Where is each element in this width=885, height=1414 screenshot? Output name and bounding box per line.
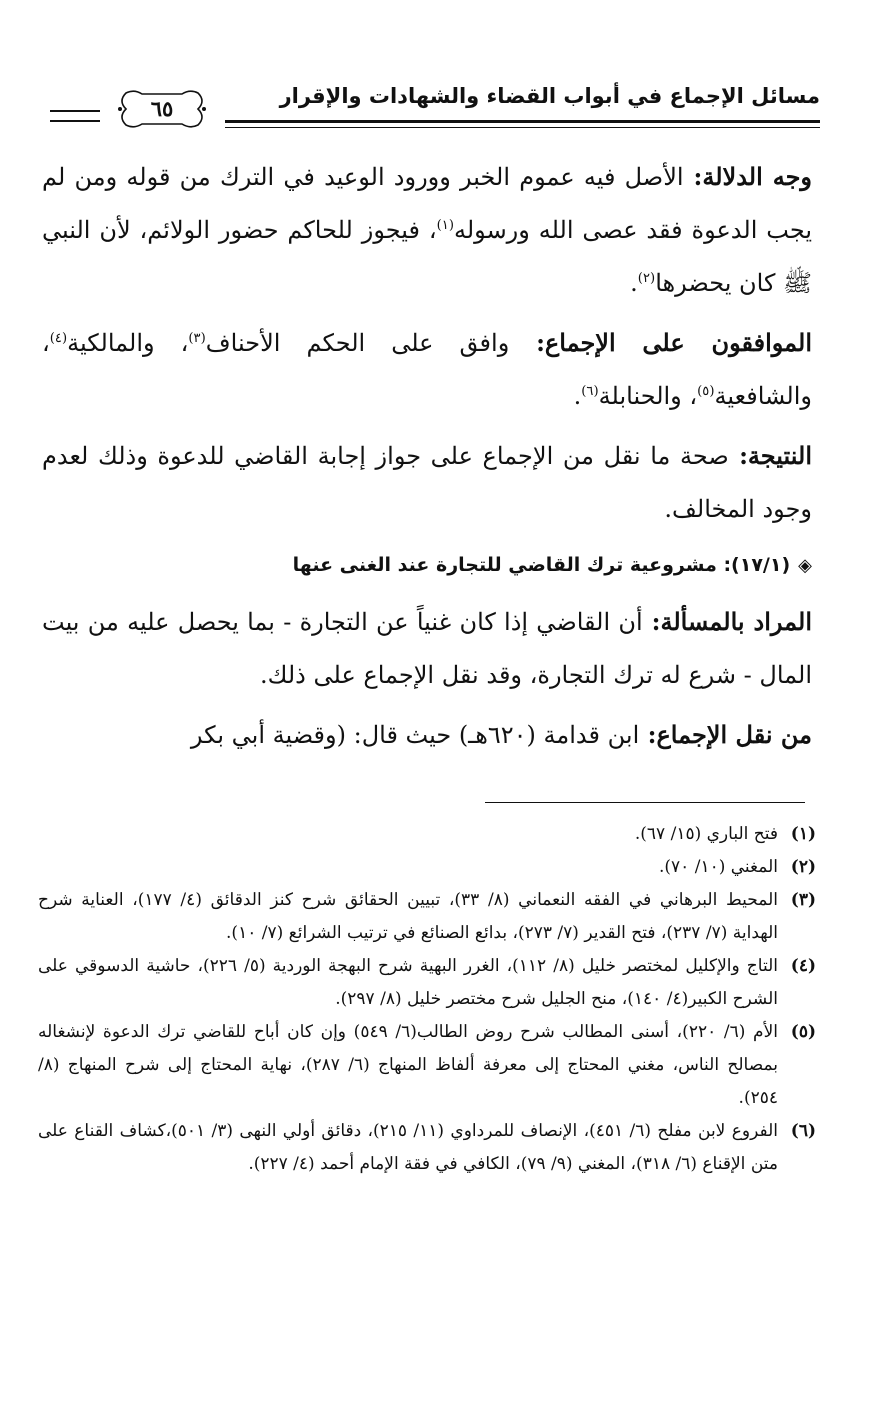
- footnote-item: [38, 851, 816, 884]
- footnote-number: (٣): [790, 890, 816, 910]
- agreeing-text-c: ، والشافعية: [42, 329, 812, 410]
- footnote-text: الفروع لابن مفلح (٦/ ٤٥١)، الإنصاف للمرداوي (١١/ ٢١٥)، دقائق أولي النهى (٣/ ٥٠١)،كشاف القناع على متن الإقناع (٦/ ٣١٨)، المغني (٩/ ٧٩)، الكافي في فقة الإمام أحمد (٤/ ٢٢٧).: [38, 1121, 778, 1174]
- footnote-text: الأم (٦/ ٢٢٠)، أسنى المطالب شرح روض الطالب(٦/ ٥٤٩) وإن كان أباح للقاضي ترك الدعوة لإنشغاله بمصالح الناس، مغني المحتاج إلى معرفة ألفاظ المنهاج (٦/ ٢٨٧)، نهاية المحتاج إلى شرح المنهاج (٨/ ٢٥٤).: [38, 1022, 779, 1108]
- diamond-bullet-icon: ◈: [798, 555, 812, 576]
- footnote-item: [38, 884, 816, 950]
- agreeing-label: الموافقون على الإجماع:: [509, 328, 813, 357]
- footnote-item: [38, 1016, 816, 1115]
- result-text: صحة ما نقل من الإجماع على جواز إجابة القاضي للدعوة وذلك لعدم وجود المخالف.: [42, 442, 812, 523]
- footnote-item: [38, 950, 816, 1016]
- footnote-number: (٦): [790, 1121, 816, 1141]
- page-number: ٦٥: [150, 96, 174, 121]
- evidence-label: وجه الدلالة:: [683, 162, 812, 191]
- footnote-ref-1[interactable]: (١): [436, 218, 454, 233]
- footnote-item: [38, 818, 816, 851]
- header-rule-thin: [225, 127, 820, 128]
- footnotes: [38, 818, 816, 1181]
- transmitter-label: من نقل الإجماع:: [639, 720, 812, 749]
- paragraph-agreeing: [42, 316, 812, 423]
- footnote-item: [38, 1115, 816, 1181]
- footnote-text: فتح الباري (١٥/ ٦٧).: [634, 824, 778, 844]
- footnote-number: (٢): [790, 857, 816, 877]
- meaning-label: المراد بالمسألة:: [642, 607, 813, 636]
- agreeing-text-b: ، والمالكية: [67, 329, 189, 357]
- footnote-text: التاج والإكليل لمختصر خليل (٨/ ١١٢)، الغرر البهية شرح البهجة الوردية (٥/ ٢٢٦)، حاشية الدسوقي على الشرح الكبير(٤/ ١٤٠)، منح الجليل شرح مختصر خليل (٨/ ٢٩٧).: [38, 956, 778, 1009]
- footnote-separator: [485, 802, 805, 803]
- meaning-text: أن القاضي إذا كان غنياً عن التجارة - بما يحصل عليه من بيت المال - شرع له ترك التجارة، وقد نقل الإجماع على ذلك.: [42, 608, 812, 689]
- issue-title: (١٧/١): مشروعية ترك القاضي للتجارة عند الغنى عنها: [292, 554, 791, 576]
- paragraph-meaning: [42, 595, 812, 702]
- running-title: مسائل الإجماع في أبواب القضاء والشهادات والإقرار: [279, 84, 820, 108]
- footnote-ref-4[interactable]: (٤): [49, 331, 68, 346]
- evidence-end: .: [630, 269, 638, 297]
- footnote-text: المغني (١٠/ ٧٠).: [659, 857, 778, 877]
- footnote-ref-3[interactable]: (٣): [188, 331, 206, 346]
- header-rule-thick: [225, 120, 820, 123]
- footnote-text: المحيط البرهاني في الفقه النعماني (٨/ ٣٣)، تبيين الحقائق شرح كنز الدقائق (٤/ ١٧٧)، العناية شرح الهداية (٧/ ٢٣٧)، فتح القدير (٧/ ٢٧٣)، بدائع الصنائع في ترتيب الشرائع (٧/ ١٠).: [38, 890, 778, 943]
- issue-heading: [42, 542, 812, 589]
- result-label: النتيجة:: [728, 441, 812, 470]
- evidence-text-b: ، فيجوز للحاكم حضور الولائم، لأن النبي ﷺ كان يحضرها: [42, 216, 812, 297]
- paragraph-evidence: [42, 150, 812, 310]
- paragraph-result: [42, 429, 812, 536]
- footnote-number: (٤): [790, 956, 816, 976]
- footnote-number: (٥): [790, 1022, 816, 1042]
- agreeing-text-d: ، والحنابلة: [598, 382, 698, 410]
- footnote-ref-2[interactable]: (٢): [637, 271, 656, 286]
- page-number-cartouche: [112, 87, 212, 131]
- evidence-text-a: الأصل فيه عموم الخبر وورود الوعيد في الترك من قوله ومن لم يجب الدعوة فقد عصى الله ورسوله: [42, 163, 813, 244]
- page-header: [40, 82, 820, 142]
- paragraph-transmitter: [42, 708, 812, 762]
- footnote-number: (١): [790, 824, 816, 844]
- agreeing-end: .: [573, 382, 582, 410]
- footnote-ref-6[interactable]: (٦): [581, 384, 599, 399]
- transmitter-text: ابن قدامة (٦٢٠هـ) حيث قال: (وقضية أبي بكر: [190, 721, 640, 749]
- footnote-ref-5[interactable]: (٥): [697, 384, 715, 399]
- agreeing-text-a: وافق على الحكم الأحناف: [205, 329, 510, 357]
- main-text: [42, 150, 812, 768]
- header-ornament-lines: [50, 110, 100, 122]
